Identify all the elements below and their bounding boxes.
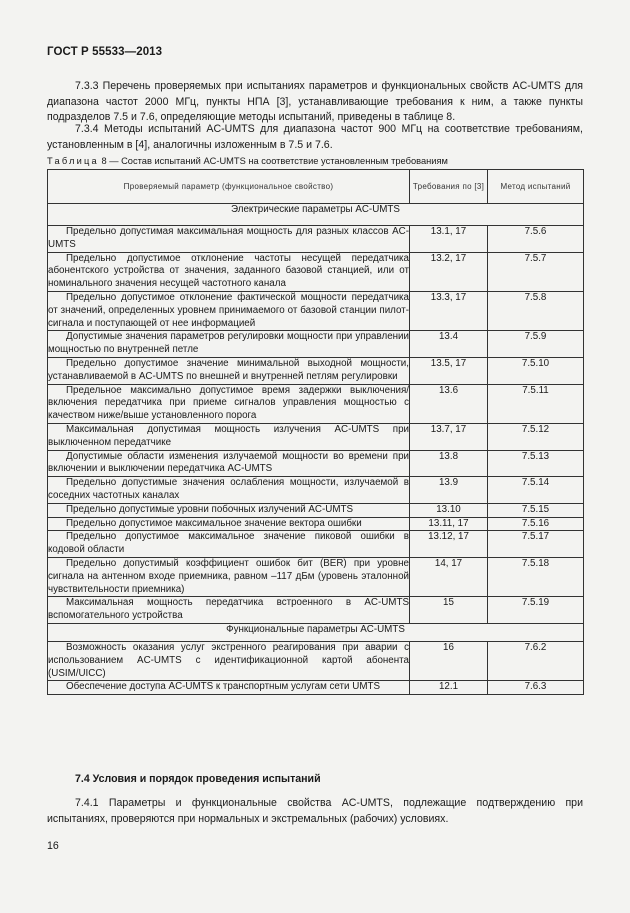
requirement-cell: 13.4	[410, 331, 488, 358]
table-row	[48, 423, 584, 450]
table-row	[48, 641, 584, 680]
param-cell: Предельно допустимая максимальная мощность для разных классов AC-UMTS	[48, 226, 410, 253]
requirement-cell: 14, 17	[410, 557, 488, 596]
param-cell: Предельное максимально допустимое время задержки выключения/включения передатчика при приеме сигналов управления мощностью с качеством ниже/выше установленного порога	[48, 384, 410, 423]
method-cell: 7.5.11	[488, 384, 584, 423]
table-caption-label: Таблица	[47, 156, 99, 166]
table-row	[48, 291, 584, 330]
requirement-cell: 13.11, 17	[410, 517, 488, 531]
table-row	[48, 517, 584, 531]
section-title: Электрические параметры AC-UMTS	[48, 204, 584, 226]
requirement-cell: 13.9	[410, 477, 488, 504]
method-cell: 7.6.3	[488, 681, 584, 695]
requirement-cell: 13.3, 17	[410, 291, 488, 330]
table-row	[48, 252, 584, 291]
param-cell: Максимальная допустимая мощность излучения AC-UMTS при выключенном передатчике	[48, 423, 410, 450]
table-row	[48, 477, 584, 504]
paragraph-7-3-3: 7.3.3 Перечень проверяемых при испытаниях параметров и функциональных свойств AC-UMTS для диапазона частот 2000 МГц, пункты НПА [3], устанавливающие требования к ним, а также пункты подразделов 7.5 и 7.6, определяющие методы испытаний, приведены в таблице 8.	[47, 80, 583, 123]
method-cell: 7.5.17	[488, 531, 584, 558]
table-row	[48, 450, 584, 477]
table-row	[48, 331, 584, 358]
requirement-cell: 15	[410, 597, 488, 624]
table-caption	[47, 156, 587, 166]
param-cell: Предельно допустимые значения ослабления мощности, излучаемой в соседних частотных каналах	[48, 477, 410, 504]
param-cell: Предельно допустимое отклонение частоты несущей передатчика абонентского устройства от значения, заданного базовой станцией, или от номинального значения несущей частотного канала	[48, 252, 410, 291]
requirement-cell: 13.12, 17	[410, 531, 488, 558]
method-cell: 7.5.8	[488, 291, 584, 330]
method-cell: 7.5.18	[488, 557, 584, 596]
table-row	[48, 357, 584, 384]
header-req: Требования по [3]	[410, 170, 488, 204]
table-row	[48, 503, 584, 517]
table-caption-text: 8 — Состав испытаний AC-UMTS на соответствие установленным требованиям	[101, 156, 448, 166]
table-row	[48, 681, 584, 695]
param-cell: Предельно допустимое максимальное значение пиковой ошибки в кодовой области	[48, 531, 410, 558]
section-heading-7-4: 7.4 Условия и порядок проведения испытаний	[75, 773, 321, 785]
param-cell: Возможность оказания услуг экстренного реагирования при аварии с использованием AC-UMTS с идентификационной картой абонента (USIM/UICC)	[48, 641, 410, 680]
method-cell: 7.5.12	[488, 423, 584, 450]
method-cell: 7.5.10	[488, 357, 584, 384]
param-cell: Предельно допустимый коэффициент ошибок бит (BER) при уровне сигнала на антенном входе приемника, равном –117 дБм (уровень эталонной чувствительности приемника)	[48, 557, 410, 596]
page-number: 16	[47, 840, 59, 852]
method-cell: 7.5.16	[488, 517, 584, 531]
table-row	[48, 557, 584, 596]
paragraph-7-3-4: 7.3.4 Методы испытаний AC-UMTS для диапазона частот 900 МГц на соответствие требованиям, установленным в [4], аналогичны изложенным в 7.5 и 7.6.	[47, 123, 583, 151]
tests-table	[47, 169, 584, 695]
requirement-cell: 13.2, 17	[410, 252, 488, 291]
table-section-row	[48, 623, 584, 641]
param-cell: Допустимые области изменения излучаемой мощности во времени при включении и выключении передатчика AC-UMTS	[48, 450, 410, 477]
table-row	[48, 226, 584, 253]
method-cell: 7.5.15	[488, 503, 584, 517]
requirement-cell: 13.8	[410, 450, 488, 477]
param-cell: Допустимые значения параметров регулировки мощности при управлении мощностью по внутренней петле	[48, 331, 410, 358]
requirement-cell: 13.5, 17	[410, 357, 488, 384]
method-cell: 7.5.14	[488, 477, 584, 504]
table-row	[48, 531, 584, 558]
method-cell: 7.6.2	[488, 641, 584, 680]
document-header: ГОСТ Р 55533—2013	[47, 46, 163, 58]
method-cell: 7.5.9	[488, 331, 584, 358]
param-cell: Предельно допустимое максимальное значение вектора ошибки	[48, 517, 410, 531]
param-cell: Предельно допустимое значение минимальной выходной мощности, устанавливаемой в AC-UMTS по внешней и внутренней петлям регулировки	[48, 357, 410, 384]
paragraph-7-4-1: 7.4.1 Параметры и функциональные свойства AC-UMTS, подлежащие подтверждению при испытаниях, проверяются при нормальных и экстремальных (рабочих) условиях.	[47, 797, 583, 825]
param-cell: Предельно допустимые уровни побочных излучений AC-UMTS	[48, 503, 410, 517]
method-cell: 7.5.13	[488, 450, 584, 477]
param-cell: Максимальная мощность передатчика встроенного в AC-UMTS вспомогательного устройства	[48, 597, 410, 624]
table-row	[48, 384, 584, 423]
table-section-row	[48, 204, 584, 226]
requirement-cell: 13.10	[410, 503, 488, 517]
header-param: Проверяемый параметр (функциональное свойство)	[48, 170, 410, 204]
requirement-cell: 13.6	[410, 384, 488, 423]
method-cell: 7.5.7	[488, 252, 584, 291]
requirement-cell: 13.7, 17	[410, 423, 488, 450]
param-cell: Предельно допустимое отклонение фактической мощности передатчика от значений, определенных уровнем принимаемого от базовой станции пилот-сигнала и поступающей от нее информацией	[48, 291, 410, 330]
header-method: Метод испытаний	[488, 170, 584, 204]
method-cell: 7.5.6	[488, 226, 584, 253]
method-cell: 7.5.19	[488, 597, 584, 624]
requirement-cell: 13.1, 17	[410, 226, 488, 253]
section-title: Функциональные параметры AC-UMTS	[48, 623, 584, 641]
requirement-cell: 12.1	[410, 681, 488, 695]
table-header-row	[48, 170, 584, 204]
table-row	[48, 597, 584, 624]
param-cell: Обеспечение доступа AC-UMTS к транспортным услугам сети UMTS	[48, 681, 410, 695]
requirement-cell: 16	[410, 641, 488, 680]
